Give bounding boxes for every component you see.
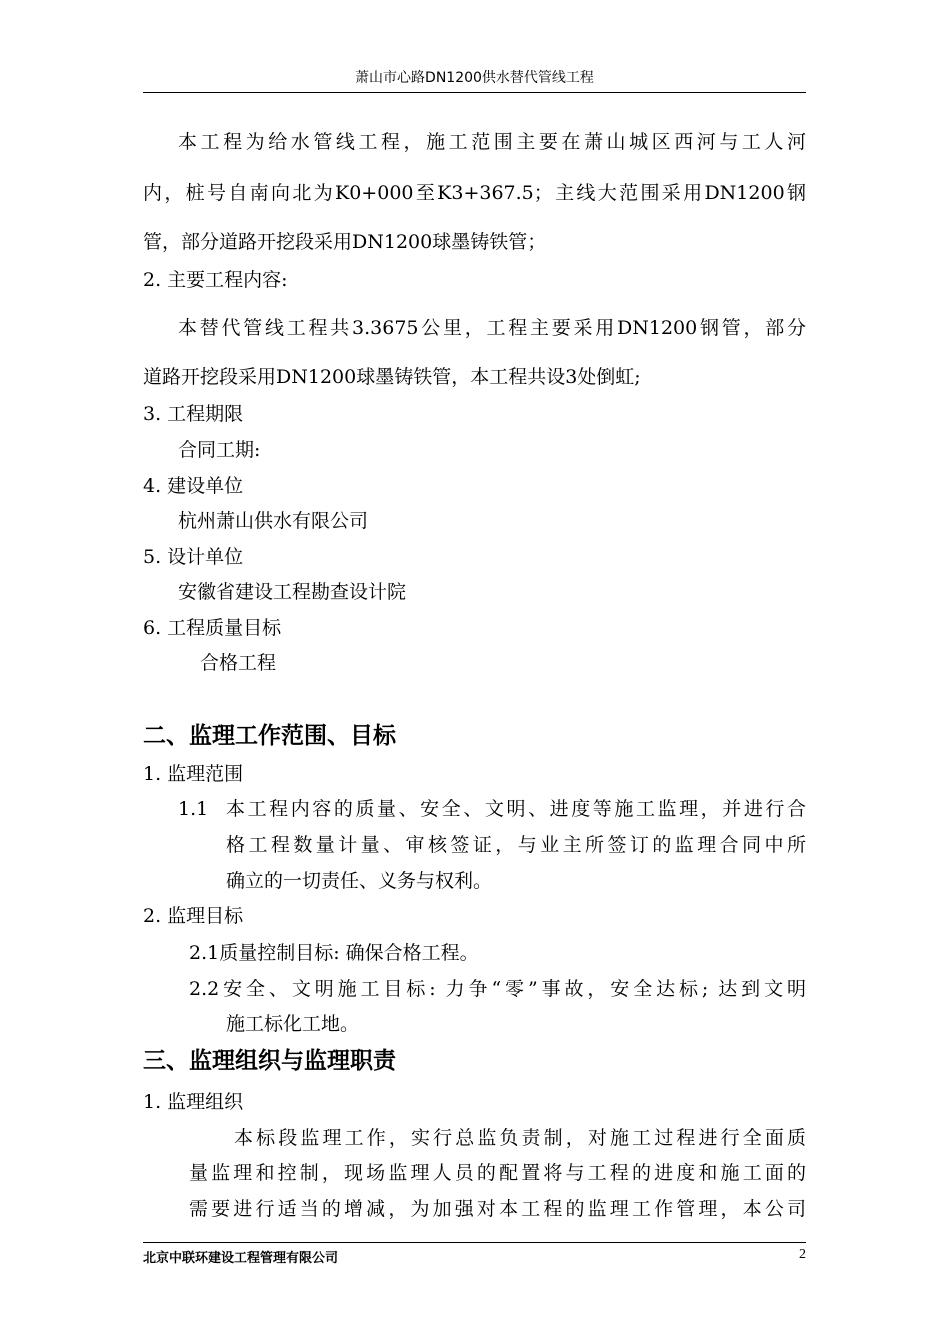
footer-divider <box>143 1242 806 1243</box>
section2-sub1-1-line-1: 本工程内容的质量、安全、文明、进度等施工监理，并进行合 <box>226 798 806 820</box>
section2-sub1: 1. 监理范围 <box>143 763 244 785</box>
section2-sub1-1-line-2: 格工程数量计量、审核签证，与业主所签订的监理合同中所 <box>226 834 806 856</box>
item3-value: 合同工期: <box>178 439 261 461</box>
item2-line-1: 本替代管线工程共3.3675公里，工程主要采用DN1200钢管，部分 <box>178 317 806 339</box>
section3-para-line-1: 本标段监理工作，实行总监负责制，对施工过程进行全面质 <box>234 1127 806 1149</box>
section3-heading: 三、监理组织与监理职责 <box>143 1048 396 1074</box>
section2-sub2-1: 2.1质量控制目标: 确保合格工程。 <box>189 942 479 964</box>
footer-company: 北京中联环建设工程管理有限公司 <box>143 1251 339 1266</box>
item6-title: 6. 工程质量目标 <box>143 617 282 639</box>
header-title: 萧山市心路DN1200供水替代管线工程 <box>355 70 594 86</box>
section2-sub2: 2. 监理目标 <box>143 905 244 927</box>
section2-sub2-2-line-1: 2.2安全、文明施工目标: 力争“零”事故，安全达标; 达到文明 <box>189 978 806 1000</box>
section3-para-line-2: 量监理和控制，现场监理人员的配置将与工程的进度和施工面的 <box>189 1162 806 1184</box>
intro-line-1: 本工程为给水管线工程，施工范围主要在萧山城区西河与工人河 <box>178 131 806 153</box>
section2-sub2-2-line-2: 施工标化工地。 <box>226 1013 360 1035</box>
item3-title: 3. 工程期限 <box>143 403 244 425</box>
item4-value: 杭州萧山供水有限公司 <box>178 510 369 532</box>
item4-title: 4. 建设单位 <box>143 475 244 497</box>
page-header <box>143 70 806 93</box>
item6-value: 合格工程 <box>200 652 277 674</box>
item2-line-2: 道路开挖段采用DN1200球墨铸铁管，本工程共设3处倒虹; <box>143 366 641 388</box>
section2-sub1-1-number: 1.1 <box>178 798 209 820</box>
section3-sub1: 1. 监理组织 <box>143 1091 244 1113</box>
intro-line-3: 管，部分道路开挖段采用DN1200球墨铸铁管； <box>143 231 547 253</box>
intro-line-2: 内，桩号自南向北为K0+000至K3+367.5；主线大范围采用DN1200钢 <box>143 182 806 204</box>
page-number: 2 <box>799 1247 806 1262</box>
item2-title: 2. 主要工程内容: <box>143 269 288 291</box>
item5-title: 5. 设计单位 <box>143 546 244 568</box>
section2-sub1-1-line-3: 确立的一切责任、义务与权利。 <box>226 870 493 892</box>
item5-value: 安徽省建设工程勘查设计院 <box>178 581 407 603</box>
section2-heading: 二、监理工作范围、目标 <box>143 723 396 749</box>
section3-para-line-3: 需要进行适当的增减，为加强对本工程的监理工作管理，本公司 <box>189 1198 806 1220</box>
